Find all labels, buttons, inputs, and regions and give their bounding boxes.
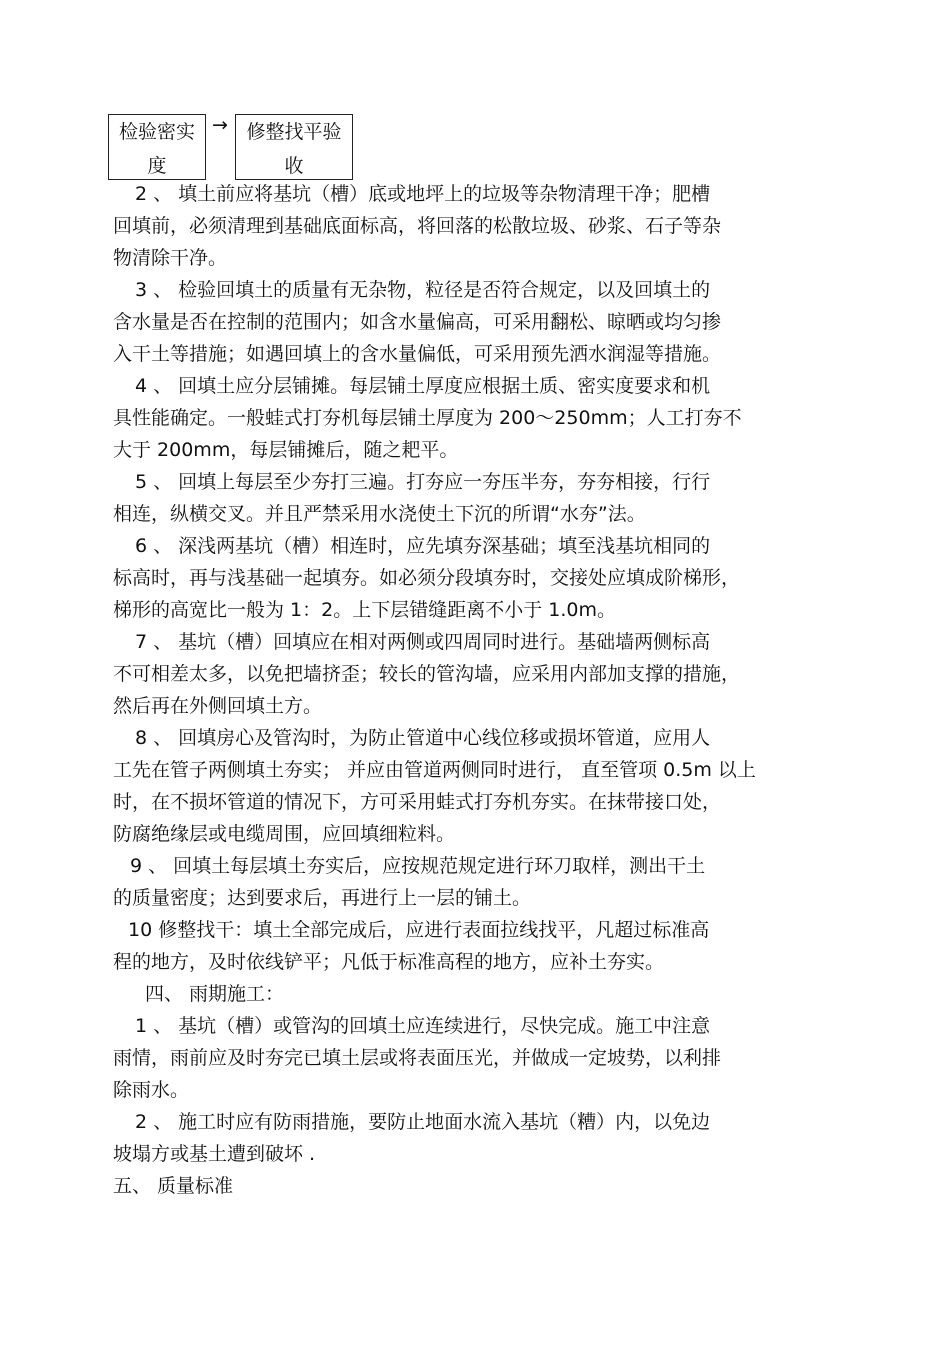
paragraph-line: 的质量密度；达到要求后，再进行上一层的铺土。 <box>113 887 532 909</box>
paragraph-line: 4 、 回填土应分层铺摊。每层铺土厚度应根据土质、密实度要求和机 <box>135 375 711 397</box>
paragraph-line: 标高时，再与浅基础一起填夯。如必须分段填夯时，交接处应填成阶梯形， <box>113 567 741 589</box>
paragraph-line: 不可相差太多，以免把墙挤歪；较长的管沟墙，应采用内部加支撑的措施， <box>113 663 741 685</box>
paragraph-line: 梯形的高宽比一般为 1：2。上下层错缝距离不小于 1.0m。 <box>113 599 616 621</box>
paragraph-line: 2 、 填土前应将基坑（槽）底或地坪上的垃圾等杂物清理干净；肥槽 <box>135 183 711 205</box>
paragraph-line: 除雨水。 <box>113 1079 190 1101</box>
paragraph-line: 物清除干净。 <box>113 247 228 269</box>
paragraph-line: 3 、 检验回填土的质量有无杂物，粒径是否符合规定，以及回填土的 <box>135 279 711 301</box>
paragraph-line: 回填前，必须清理到基础底面标高，将回落的松散垃圾、砂浆、石子等杂 <box>113 215 722 237</box>
paragraph-line: 8 、 回填房心及管沟时，为防止管道中心线位移或损坏管道，应用人 <box>135 727 711 749</box>
paragraph-line: 含水量是否在控制的范围内；如含水量偏高，可采用翻松、晾晒或均匀掺 <box>113 311 722 333</box>
paragraph-line: 相连，纵横交叉。并且严禁采用水浇使土下沉的所谓“水夯”法。 <box>113 503 646 525</box>
paragraph-line: 9 、 回填土每层填土夯实后，应按规范规定进行环刀取样，测出干土 <box>130 855 706 877</box>
paragraph-line: 雨情，雨前应及时夯完已填土层或将表面压光，并做成一定坡势，以利排 <box>113 1047 722 1069</box>
flow-box-compaction-line2: 度 <box>147 155 167 177</box>
flow-box-leveling-line2: 收 <box>284 155 304 177</box>
paragraph-line: 1 、 基坑（槽）或管沟的回填土应连续进行，尽快完成。施工中注意 <box>135 1015 711 1037</box>
paragraph-line: 五、 质量标准 <box>113 1175 234 1197</box>
paragraph-line: 入干土等措施；如遇回填上的含水量偏低，可采用预先洒水润湿等措施。 <box>113 343 722 365</box>
flow-arrow: → <box>212 114 228 136</box>
paragraph-line: 然后再在外侧回填土方。 <box>113 695 323 717</box>
paragraph-line: 2 、 施工时应有防雨措施，要防止地面水流入基坑（糟）内，以免边 <box>135 1111 711 1133</box>
paragraph-line: 10 修整找干：填土全部完成后，应进行表面拉线找平，凡超过标准高 <box>128 919 710 941</box>
paragraph-line: 5 、 回填上每层至少夯打三遍。打夯应一夯压半夯，夯夯相接，行行 <box>135 471 711 493</box>
paragraph-line: 时，在不损坏管道的情况下，方可采用蛙式打夯机夯实。在抹带接口处， <box>113 791 722 813</box>
paragraph-line: 程的地方，及时依线铲平；凡低于标准高程的地方，应补土夯实。 <box>113 951 665 973</box>
paragraph-line: 大于 200mm，每层铺摊后，随之耙平。 <box>113 439 459 461</box>
flow-box-compaction <box>108 114 206 180</box>
flow-box-compaction-line1: 检验密实 <box>118 121 195 143</box>
flow-box-leveling-line1: 修整找平验 <box>246 121 342 143</box>
paragraph-line: 具性能确定。一般蛙式打夯机每层铺土厚度为 200～250mm；人工打夯不 <box>113 407 742 429</box>
paragraph-line: 防腐绝缘层或电缆周围，应回填细粒料。 <box>113 823 456 845</box>
paragraph-line: 四、 雨期施工： <box>145 983 285 1005</box>
paragraph-line: 坡塌方或基土遭到破坏 . <box>113 1143 316 1165</box>
paragraph-line: 7 、 基坑（槽）回填应在相对两侧或四周同时进行。基础墙两侧标高 <box>135 631 711 653</box>
flow-box-leveling <box>235 114 353 180</box>
paragraph-line: 6 、 深浅两基坑（槽）相连时，应先填夯深基础；填至浅基坑相同的 <box>135 535 711 557</box>
paragraph-line: 工先在管子两侧填土夯实； 并应由管道两侧同时进行， 直至管项 0.5m 以上 <box>113 759 756 781</box>
